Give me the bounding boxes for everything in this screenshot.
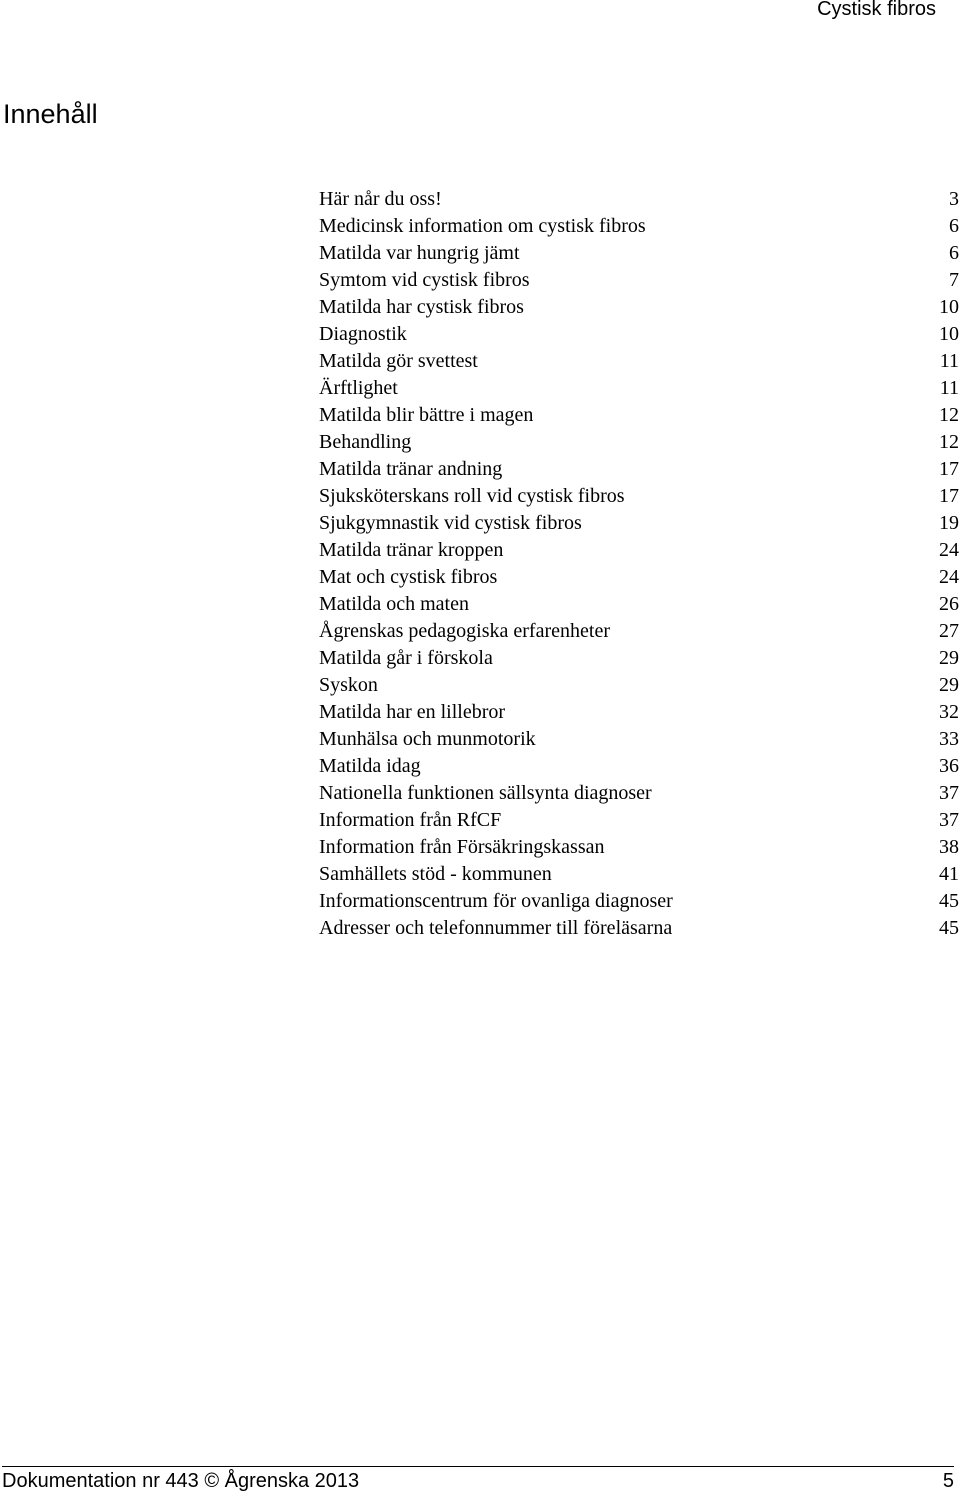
toc-entry-page-number: 17 bbox=[939, 485, 959, 507]
toc-entry[interactable] bbox=[319, 186, 959, 213]
toc-entry-page-number: 10 bbox=[939, 296, 959, 318]
toc-entry[interactable] bbox=[319, 834, 959, 861]
toc-entry[interactable] bbox=[319, 591, 959, 618]
toc-entry[interactable] bbox=[319, 240, 959, 267]
toc-entry-page-number: 36 bbox=[939, 755, 959, 777]
toc-entry[interactable] bbox=[319, 861, 959, 888]
toc-entry-title: Behandling bbox=[319, 431, 412, 453]
toc-entry[interactable] bbox=[319, 213, 959, 240]
toc-entry[interactable] bbox=[319, 645, 959, 672]
page-title: Innehåll bbox=[3, 99, 98, 129]
toc-entry-page-number: 24 bbox=[939, 566, 959, 588]
toc-entry-page-number: 45 bbox=[939, 917, 959, 939]
toc-entry[interactable] bbox=[319, 321, 959, 348]
toc-entry-title: Sjuksköterskans roll vid cystisk fibros bbox=[319, 485, 625, 507]
toc-entry[interactable] bbox=[319, 915, 959, 942]
running-header: Cystisk fibros bbox=[817, 0, 936, 20]
toc-entry-page-number: 12 bbox=[939, 431, 959, 453]
toc-entry-title: Sjukgymnastik vid cystisk fibros bbox=[319, 512, 582, 534]
toc-entry-title: Information från Försäkringskassan bbox=[319, 836, 605, 858]
toc-entry[interactable] bbox=[319, 294, 959, 321]
toc-entry-title: Adresser och telefonnummer till föreläsarna bbox=[319, 917, 673, 939]
toc-entry[interactable] bbox=[319, 807, 959, 834]
toc-entry-title: Nationella funktionen sällsynta diagnoser bbox=[319, 782, 652, 804]
toc-entry-page-number: 11 bbox=[939, 377, 959, 399]
toc-entry[interactable] bbox=[319, 618, 959, 645]
toc-entry-page-number: 45 bbox=[939, 890, 959, 912]
toc-entry-page-number: 10 bbox=[939, 323, 959, 345]
toc-entry-title: Syskon bbox=[319, 674, 378, 696]
toc-entry[interactable] bbox=[319, 429, 959, 456]
toc-entry[interactable] bbox=[319, 699, 959, 726]
toc-entry-title: Munhälsa och munmotorik bbox=[319, 728, 536, 750]
toc-entry-page-number: 6 bbox=[949, 242, 959, 264]
toc-entry-title: Matilda tränar kroppen bbox=[319, 539, 504, 561]
toc-entry[interactable] bbox=[319, 483, 959, 510]
toc-entry[interactable] bbox=[319, 348, 959, 375]
toc-entry-page-number: 38 bbox=[939, 836, 959, 858]
footer-page-number: 5 bbox=[942, 1470, 954, 1492]
toc-entry-title: Matilda tränar andning bbox=[319, 458, 503, 480]
toc-entry-title: Mat och cystisk fibros bbox=[319, 566, 498, 588]
toc-entry-page-number: 32 bbox=[939, 701, 959, 723]
toc-entry-title: Matilda blir bättre i magen bbox=[319, 404, 534, 426]
toc-entry-page-number: 24 bbox=[939, 539, 959, 561]
toc-entry-page-number: 29 bbox=[939, 647, 959, 669]
toc-entry-title: Matilda och maten bbox=[319, 593, 469, 615]
toc-entry-page-number: 12 bbox=[939, 404, 959, 426]
toc-entry-page-number: 7 bbox=[949, 269, 959, 291]
toc-entry-title: Matilda går i förskola bbox=[319, 647, 493, 669]
toc-entry-page-number: 33 bbox=[939, 728, 959, 750]
toc-entry-title: Matilda har cystisk fibros bbox=[319, 296, 524, 318]
toc-entry[interactable] bbox=[319, 267, 959, 294]
toc-entry-page-number: 17 bbox=[939, 458, 959, 480]
toc-entry-page-number: 3 bbox=[949, 188, 959, 210]
toc-entry-page-number: 29 bbox=[939, 674, 959, 696]
toc-entry-page-number: 6 bbox=[949, 215, 959, 237]
toc-entry[interactable] bbox=[319, 456, 959, 483]
toc-entry-title: Samhällets stöd - kommunen bbox=[319, 863, 552, 885]
toc-entry-page-number: 19 bbox=[939, 512, 959, 534]
toc-entry-page-number: 37 bbox=[939, 782, 959, 804]
toc-entry[interactable] bbox=[319, 564, 959, 591]
toc-entry[interactable] bbox=[319, 375, 959, 402]
footer-publication-info: Dokumentation nr 443 © Ågrenska 2013 bbox=[2, 1470, 360, 1492]
toc-entry[interactable] bbox=[319, 672, 959, 699]
toc-entry-page-number: 26 bbox=[939, 593, 959, 615]
toc-entry-title: Matilda idag bbox=[319, 755, 421, 777]
toc-entry-page-number: 41 bbox=[939, 863, 959, 885]
page-footer bbox=[2, 1466, 954, 1493]
toc-entry-title: Diagnostik bbox=[319, 323, 407, 345]
toc-entry[interactable] bbox=[319, 402, 959, 429]
toc-entry-title: Här når du oss! bbox=[319, 188, 442, 210]
toc-entry[interactable] bbox=[319, 510, 959, 537]
toc-entry-title: Symtom vid cystisk fibros bbox=[319, 269, 530, 291]
toc-entry-title: Informationscentrum för ovanliga diagnoser bbox=[319, 890, 673, 912]
toc-entry-page-number: 27 bbox=[939, 620, 959, 642]
toc-entry[interactable] bbox=[319, 537, 959, 564]
toc-entry-title: Matilda gör svettest bbox=[319, 350, 478, 372]
toc-entry[interactable] bbox=[319, 753, 959, 780]
toc-entry[interactable] bbox=[319, 888, 959, 915]
toc-entry[interactable] bbox=[319, 780, 959, 807]
toc-entry-title: Ärftlighet bbox=[319, 377, 398, 399]
toc-entry-page-number: 37 bbox=[939, 809, 959, 831]
toc-entry[interactable] bbox=[319, 726, 959, 753]
table-of-contents bbox=[319, 186, 959, 942]
toc-entry-title: Matilda har en lillebror bbox=[319, 701, 506, 723]
toc-entry-title: Matilda var hungrig jämt bbox=[319, 242, 520, 264]
toc-entry-page-number: 11 bbox=[939, 350, 959, 372]
toc-entry-title: Information från RfCF bbox=[319, 809, 502, 831]
toc-entry-title: Ågrenskas pedagogiska erfarenheter bbox=[319, 620, 610, 642]
toc-entry-title: Medicinsk information om cystisk fibros bbox=[319, 215, 646, 237]
